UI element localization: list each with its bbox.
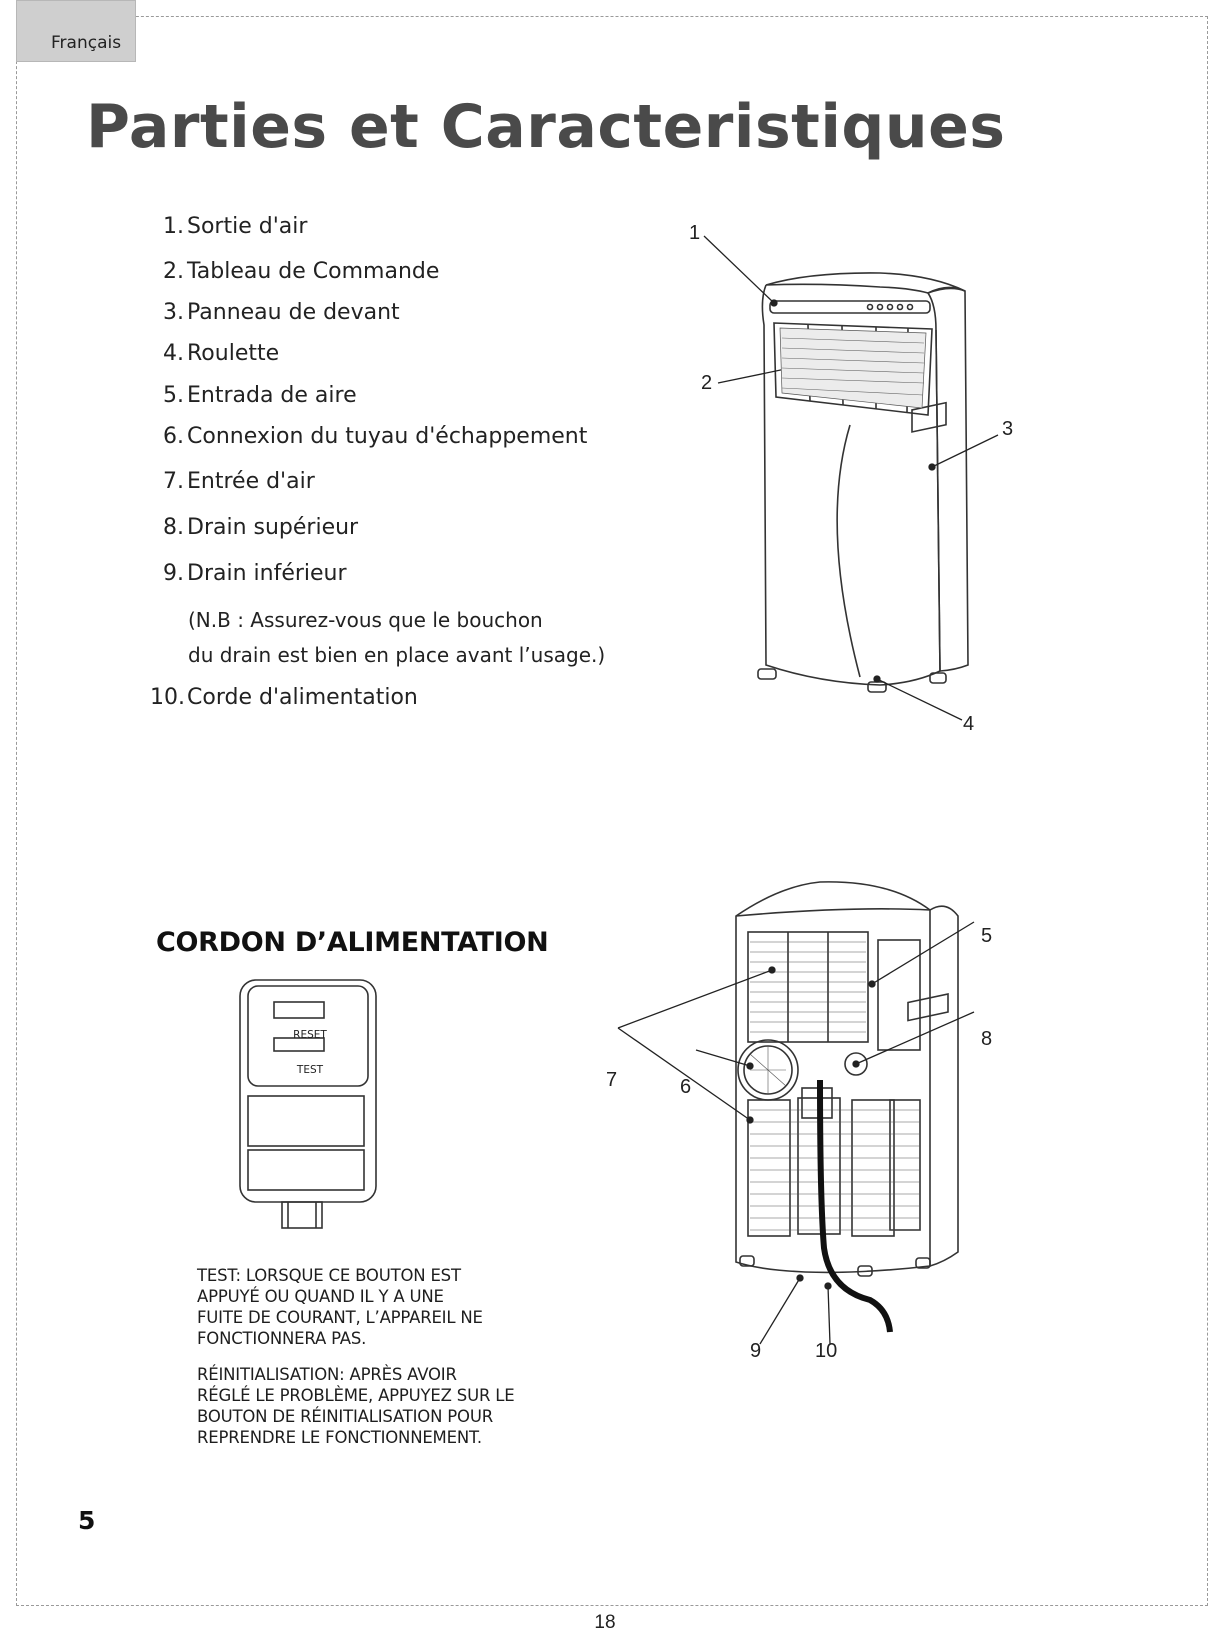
list-item (150, 341, 279, 366)
list-item-label: Entrée d'air (187, 469, 315, 494)
reset-button-label: RESET (293, 1029, 327, 1041)
list-item-number: 5. (163, 383, 184, 408)
list-item-label: Drain inférieur (187, 561, 347, 586)
callout-9: 9 (750, 1340, 762, 1362)
air-conditioner-front-illustration (700, 225, 1060, 770)
list-item-label: Roulette (187, 341, 280, 366)
list-item-number: 10. (150, 685, 185, 710)
list-item-number: 8. (163, 515, 184, 540)
footer-page-number: 18 (594, 1612, 616, 1633)
callout-1: 1 (689, 222, 701, 244)
page-title: Parties et Caracteristiques (86, 92, 1006, 162)
language-tab-label: Français (51, 33, 122, 53)
callout-7: 7 (606, 1069, 618, 1091)
test-description: TEST: LORSQUE CE BOUTON EST APPUYÉ OU QUAND IL Y A UNE FUITE DE COURANT, L’APPAREIL NE FONCTIONNERA PAS. (197, 1266, 483, 1348)
callout-6: 6 (680, 1076, 692, 1098)
page-number: 5 (78, 1506, 96, 1535)
list-item (150, 424, 587, 449)
list-item (150, 383, 357, 408)
list-item-label: Corde d'alimentation (187, 685, 418, 710)
power-plug-illustration (238, 978, 378, 1238)
parts-note-line: (N.B : Assurez-vous que le bouchon (188, 608, 543, 632)
list-item-number: 4. (163, 341, 184, 366)
list-item-label: Connexion du tuyau d'échappement (187, 424, 588, 449)
parts-note-line: du drain est bien en place avant l’usage.) (188, 643, 606, 667)
list-item-label: Sortie d'air (187, 214, 308, 239)
list-item-label: Entrada de aire (187, 383, 357, 408)
list-item (150, 561, 347, 586)
list-item-number: 3. (163, 300, 184, 325)
test-button-label: TEST (296, 1064, 324, 1076)
callout-4: 4 (963, 713, 975, 735)
list-item-number: 9. (163, 561, 184, 586)
list-item (150, 300, 400, 325)
list-item-number: 6. (163, 424, 184, 449)
list-item (150, 515, 358, 540)
list-item-label: Tableau de Commande (187, 259, 440, 284)
reset-description: RÉINITIALISATION: APRÈS AVOIR RÉGLÉ LE PROBLÈME, APPUYEZ SUR LE BOUTON DE RÉINITIALISATION POUR REPRENDRE LE FONCTIONNEMENT. (197, 1365, 515, 1447)
language-tab (16, 0, 136, 62)
callout-10: 10 (815, 1340, 838, 1362)
list-item-number: 7. (163, 469, 184, 494)
list-item-label: Panneau de devant (187, 300, 400, 325)
list-item-label: Drain supérieur (187, 515, 359, 540)
callout-3: 3 (1002, 418, 1014, 440)
callout-2: 2 (701, 372, 713, 394)
power-cord-heading: CORDON D’ALIMENTATION (156, 927, 549, 958)
callout-5: 5 (981, 925, 993, 947)
list-item (150, 469, 315, 494)
list-item-number: 2. (163, 259, 184, 284)
callout-8: 8 (981, 1028, 993, 1050)
list-item (150, 214, 307, 239)
list-item (150, 685, 418, 710)
list-item-number: 1. (163, 214, 184, 239)
list-item (150, 259, 439, 284)
